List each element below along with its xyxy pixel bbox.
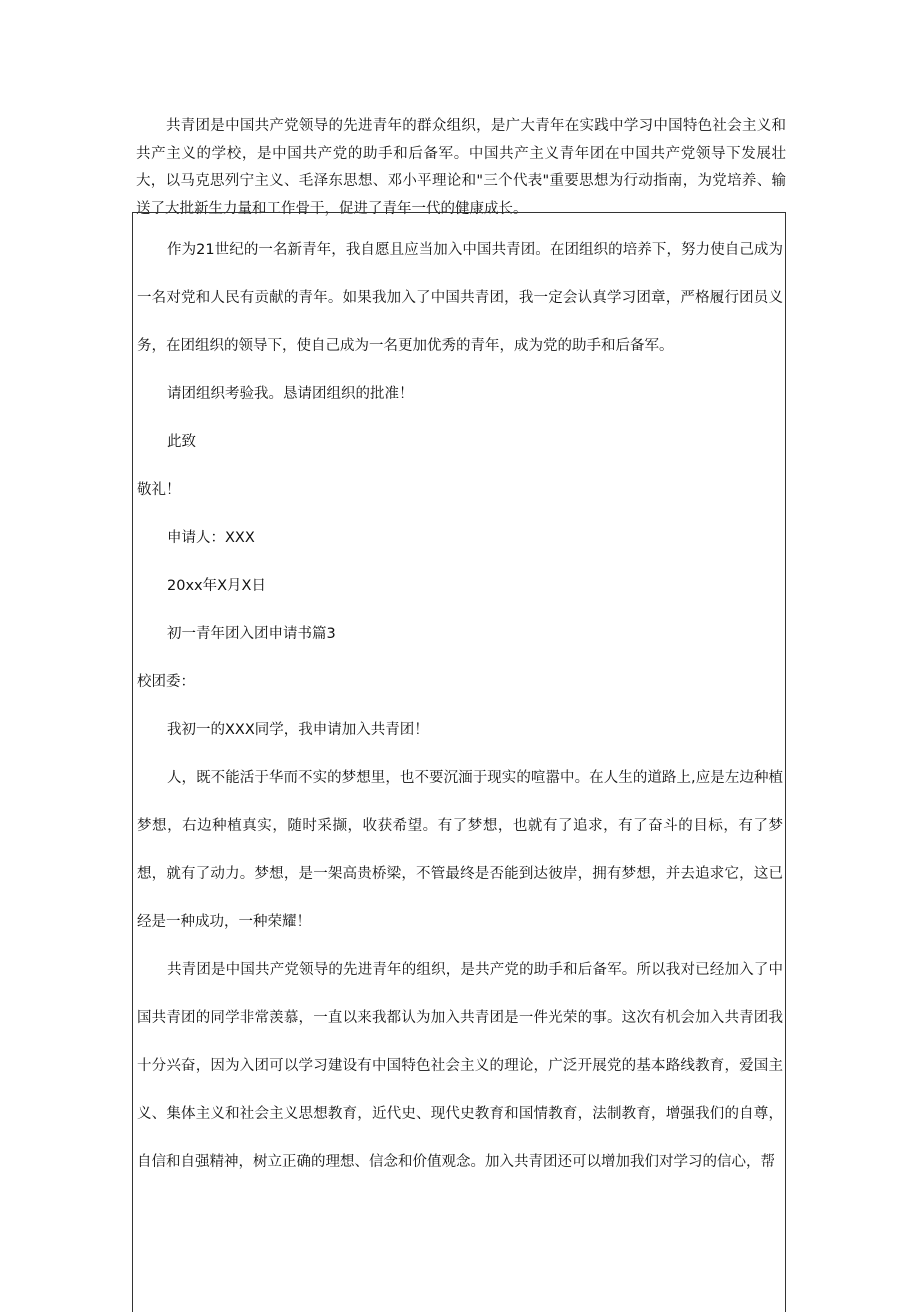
letter3-paragraph-2: 共青团是中国共产党领导的先进青年的组织，是共产党的助手和后备军。所以我对已经加入了中国共青团的同学非常羡慕，一直以来我都认为加入共青团是一件光荣的事。这次有机会加入共青团我十分兴奋，因为入团可以学习建设有中国特色社会主义的理论，广泛开展党的基本路线教育，爱国主义、集体主义和社会主义思想教育，近代史、现代史教育和国情教育，法制教育，增强我们的自尊，自信和自强精神，树立正确的理想、信念和价值观念。加入共青团还可以增加我们对学习的信心，帮 xyxy=(137,962,783,1170)
letter2-request: 请团组织考验我。恳请团组织的批准！ xyxy=(167,386,414,402)
letter2-closing: 此致 xyxy=(167,434,196,450)
letter2-applicant: 申请人：XXX xyxy=(167,530,255,546)
letter3-opening: 我初一的XXX同学，我申请加入共青团！ xyxy=(167,722,429,738)
letter3-addressee: 校团委： xyxy=(137,674,195,690)
letter3-title: 初一青年团入团申请书篇3 xyxy=(167,626,336,642)
intro-paragraph: 共青团是中国共产党领导的先进青年的群众组织，是广大青年在实践中学习中国特色社会主义和共产主义的学校，是中国共产党的助手和后备军。中国共产主义青年团在中国共产党领导下发展壮大，以马克思列宁主义、毛泽东思想、邓小平理论和"三个代表"重要思想为行动指南，为党培养、输送了大批新生力量和工作骨干，促进了青年一代的健康成长。 xyxy=(136,118,786,217)
letter3-paragraph-1: 人，既不能活于华而不实的梦想里，也不要沉湎于现实的喧嚣中。在人生的道路上,应是左边种植梦想，右边种植真实，随时采撷，收获希望。有了梦想，也就有了追求，有了奋斗的目标，有了梦想，就有了动力。梦想，是一架高贵桥梁，不管最终是否能到达彼岸，拥有梦想，并去追求它，这已经是一种成功，一种荣耀！ xyxy=(137,770,783,930)
letter2-paragraph-1: 作为21世纪的一名新青年，我自愿且应当加入中国共青团。在团组织的培养下，努力使自己成为一名对党和人民有贡献的青年。如果我加入了中国共青团，我一定会认真学习团章，严格履行团员义务，在团组织的领导下，使自己成为一名更加优秀的青年，成为党的助手和后备军。 xyxy=(137,242,783,354)
letter2-date: 20xx年X月X日 xyxy=(167,578,266,594)
content-box xyxy=(132,212,786,1312)
letter2-salute: 敬礼！ xyxy=(137,482,181,498)
